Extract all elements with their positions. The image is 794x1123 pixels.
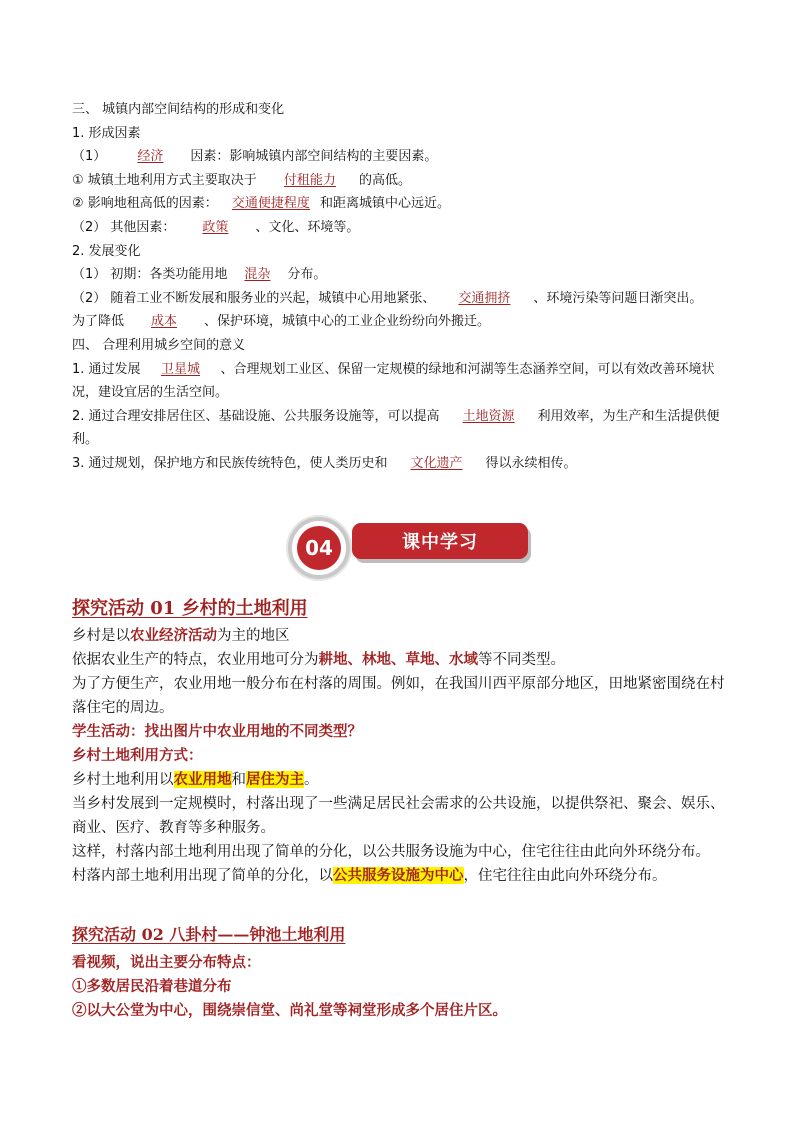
badge-number-circle [288, 517, 350, 579]
emphasis: 、 [434, 651, 449, 668]
text: ，住宅往往由此向外环绕分布。 [463, 868, 667, 884]
student-activity: 学生活动：找出图片中农业用地的不同类型？ [72, 723, 362, 740]
emphasis: 耕地 [318, 651, 348, 668]
text: 利用效率，为生产和生活提供便利。 [72, 408, 720, 448]
text: （1） [72, 149, 107, 165]
text: 、保护环境，城镇中心的工业企业纷纷向外搬迁。 [204, 314, 491, 330]
blank-answer: 卫星城 [161, 361, 201, 377]
blank-answer: 混杂 [244, 267, 271, 283]
text: 分布。 [287, 267, 327, 283]
para-3: 为了方便生产，农业用地一般分布在村落的周围。例如，在我国川西平原部分地区，田地紧密围绕在村落住宅的周边。 [72, 676, 725, 716]
blank-answer: 文化遗产 [410, 455, 463, 471]
line-economic [72, 145, 732, 169]
activity-1-title: 探究活动 01 乡村的土地利用 [72, 598, 308, 619]
blank-answer: 政策 [202, 219, 229, 235]
activity-2-title: 探究活动 02 八卦村——钟池土地利用 [72, 925, 346, 944]
text: （2） 其他因素： [72, 219, 176, 235]
para-7: 当乡村发展到一定规模时，村落出现了一些满足居民社会需求的公共设施，以提供祭祀、聚会、娱乐、商业、医疗、教育等多种服务。 [72, 796, 725, 836]
text: 乡村土地利用以 [72, 772, 174, 788]
blank-answer: 土地资源 [462, 408, 515, 424]
line-early [72, 263, 732, 287]
blank-answer: 经济 [137, 149, 164, 165]
text: 、环境污染等问题日渐突出。 [533, 290, 703, 306]
sub-heading-factors: 1. 形成因素 [72, 125, 141, 141]
sub-heading-change: 2. 发展变化 [72, 243, 141, 259]
land-use-mode-label: 乡村土地利用方式： [72, 747, 203, 764]
text: 1. 通过发展 [72, 361, 141, 377]
blank-answer: 付租能力 [283, 172, 336, 188]
text: 乡村是以 [72, 628, 130, 644]
text: 的高低。 [358, 172, 411, 188]
text: 和距离城镇中心远近。 [319, 196, 450, 212]
text: 为主的地区 [217, 628, 290, 644]
line-industry [72, 287, 732, 311]
highlight: 居住为主 [246, 771, 304, 788]
text: 2. 通过合理安排居住区、基础设施、公共服务设施等，可以提高 [72, 408, 440, 424]
highlight: 农业用地 [173, 771, 232, 788]
answer-2: ②以大公堂为中心，围绕崇信堂、尚礼堂等祠堂形成多个居住片区。 [72, 1002, 507, 1019]
text: 、合理规划工业区、保留一定规模的绿地和河湖等生态涵养空间，可以有效改善环境状况，建设宜居的生活空间。 [72, 361, 715, 401]
emphasis: 、 [347, 651, 362, 668]
badge-number: 04 [297, 526, 341, 570]
text: 因素：影响城镇内部空间结构的主要因素。 [190, 149, 438, 165]
badge-label: 课中学习 [352, 523, 528, 559]
video-question: 看视频，说出主要分布特点： [72, 954, 261, 971]
text: 为了降低 [72, 314, 125, 330]
emphasis: 林地 [362, 651, 391, 668]
line-rent [72, 192, 732, 216]
para-1 [72, 624, 732, 648]
text: ① 城镇土地利用方式主要取决于 [72, 172, 257, 188]
line-satellite [72, 358, 732, 405]
highlight: 公共服务设施为中心 [333, 867, 464, 884]
emphasis: 水域 [449, 651, 478, 668]
line-heritage [72, 452, 732, 476]
para-2 [72, 648, 732, 672]
blank-answer: 成本 [151, 314, 178, 330]
text: 依据农业生产的特点，农业用地可分为 [72, 652, 319, 668]
para-8: 这样，村落内部土地利用出现了简单的分化，以公共服务设施为中心，住宅往往由此向外环绕分布。 [72, 844, 710, 860]
emphasis: 、 [391, 651, 406, 668]
blank-answer: 交通便捷程度 [231, 196, 310, 212]
activity-2 [72, 922, 732, 1023]
heading-4: 四、 合理利用城乡空间的意义 [72, 337, 246, 353]
line-land-use [72, 169, 732, 193]
text: 等不同类型。 [478, 652, 565, 668]
emphasis: 农业经济活动 [130, 627, 217, 644]
para-9 [72, 864, 732, 888]
line-land-resources [72, 405, 732, 452]
line-cost [72, 310, 732, 334]
text: （1） 初期：各类功能用地 [72, 267, 228, 283]
section-badge [288, 517, 538, 573]
knowledge-review [72, 98, 732, 476]
heading-3: 三、 城镇内部空间结构的形成和变化 [72, 102, 285, 117]
text: 和 [231, 772, 246, 788]
text: 、文化、环境等。 [255, 219, 360, 235]
activity-1 [72, 594, 732, 888]
line-other [72, 216, 732, 240]
text: ② 影响地租高低的因素： [72, 196, 218, 212]
text: 。 [304, 772, 319, 788]
answer-1: ①多数居民沿着巷道分布 [72, 978, 232, 995]
text: 村落内部土地利用出现了简单的分化，以 [72, 868, 333, 884]
text: （2） 随着工业不断发展和服务业的兴起，城镇中心用地紧张、 [72, 290, 436, 306]
para-6 [72, 768, 732, 792]
text: 得以永续相传。 [485, 455, 577, 471]
blank-answer: 交通拥挤 [458, 290, 511, 306]
emphasis: 草地 [405, 651, 435, 668]
text: 3. 通过规划，保护地方和民族传统特色，使人类历史和 [72, 455, 388, 471]
